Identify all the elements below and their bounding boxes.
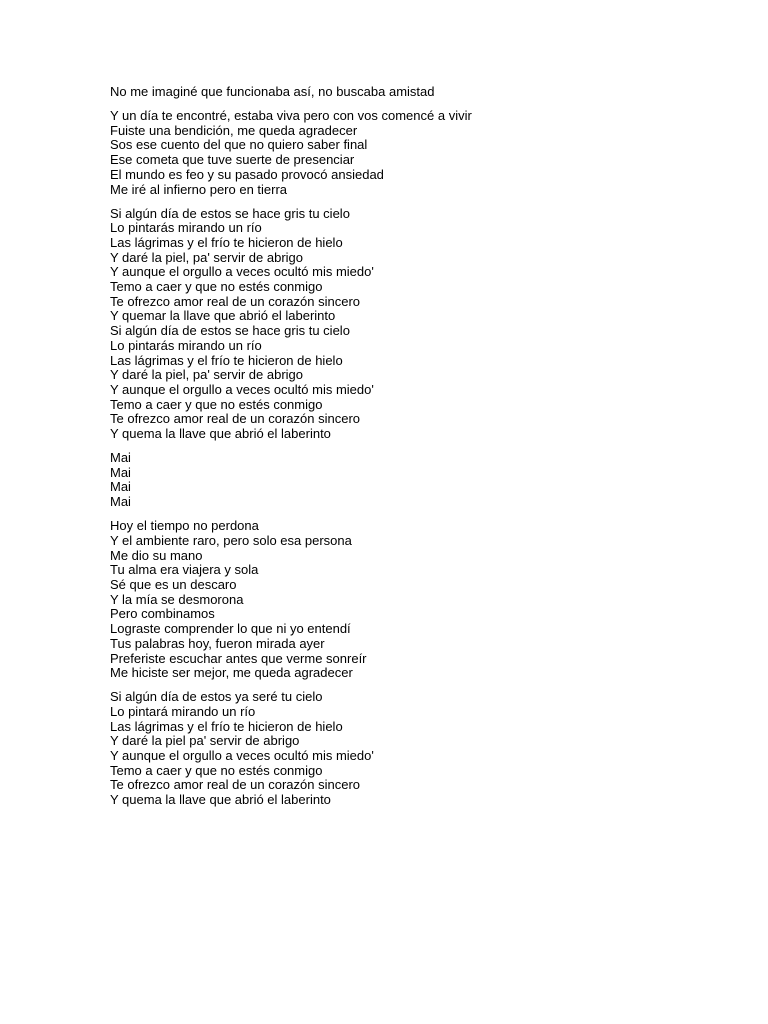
lyric-line: Pero combinamos bbox=[110, 606, 215, 622]
lyric-line: Lograste comprender lo que ni yo entendí bbox=[110, 621, 351, 637]
lyric-line: Las lágrimas y el frío te hicieron de hielo bbox=[110, 352, 343, 368]
lyric-line: Las lágrimas y el frío te hicieron de hielo bbox=[110, 234, 343, 250]
lyric-line: Lo pintará mirando un río bbox=[110, 703, 256, 719]
lyric-line: Temo a caer y que no estés conmigo bbox=[110, 396, 323, 412]
lyric-line: Te ofrezco amor real de un corazón sincero bbox=[110, 293, 361, 309]
lyric-line: Y quema la llave que abrió el laberinto bbox=[110, 426, 331, 442]
lyric-line: Me iré al infierno pero en tierra bbox=[110, 181, 288, 197]
lyric-line: Y daré la piel pa' servir de abrigo bbox=[110, 733, 300, 749]
lyric-line: Hoy el tiempo no perdona bbox=[110, 518, 259, 534]
lyric-line: Me dio su mano bbox=[110, 547, 203, 563]
lyric-line: Y daré la piel, pa' servir de abrigo bbox=[110, 249, 304, 265]
lyric-line: Tu alma era viajera y sola bbox=[110, 562, 259, 578]
lyric-line: Si algún día de estos se hace gris tu cielo bbox=[110, 205, 350, 221]
lyric-line: Fuiste una bendición, me queda agradecer bbox=[110, 122, 358, 138]
lyric-line: Tus palabras hoy, fueron mirada ayer bbox=[110, 635, 325, 651]
lyrics-text bbox=[110, 85, 730, 817]
lyric-line: Si algún día de estos se hace gris tu cielo bbox=[110, 323, 350, 339]
lyric-line: Te ofrezco amor real de un corazón sincero bbox=[110, 777, 361, 793]
lyric-line: Mai bbox=[110, 464, 131, 480]
lyric-line: Y un día te encontré, estaba viva pero con vos comencé a vivir bbox=[110, 108, 472, 123]
stanza bbox=[110, 690, 730, 808]
lyric-line: No me imaginé que funcionaba así, no buscaba amistad bbox=[110, 84, 435, 99]
lyric-line: Y quemar la llave que abrió el laberinto bbox=[110, 308, 336, 324]
lyric-line: Me hiciste ser mejor, me queda agradecer bbox=[110, 665, 353, 681]
lyric-line: Y el ambiente raro, pero solo esa persona bbox=[110, 532, 352, 548]
lyric-line: Lo pintarás mirando un río bbox=[110, 337, 262, 353]
lyric-line: Temo a caer y que no estés conmigo bbox=[110, 279, 323, 295]
lyric-line: Y daré la piel, pa' servir de abrigo bbox=[110, 367, 304, 383]
lyric-line: Lo pintarás mirando un río bbox=[110, 220, 262, 236]
lyric-line: Mai bbox=[110, 479, 131, 495]
stanza bbox=[110, 519, 730, 681]
lyric-line: Preferiste escuchar antes que verme sonreír bbox=[110, 650, 367, 666]
lyric-line: Y quema la llave que abrió el laberinto bbox=[110, 792, 331, 808]
lyric-line: Y aunque el orgullo a veces ocultó mis miedo' bbox=[110, 381, 374, 397]
lyric-line: Si algún día de estos ya seré tu cielo bbox=[110, 689, 323, 705]
lyric-line: Sos ese cuento del que no quiero saber final bbox=[110, 137, 368, 153]
lyric-line: Y aunque el orgullo a veces ocultó mis miedo' bbox=[110, 748, 374, 764]
lyric-line: Las lágrimas y el frío te hicieron de hielo bbox=[110, 718, 343, 734]
lyric-line: Mai bbox=[110, 450, 131, 466]
stanza bbox=[110, 207, 730, 442]
lyric-line: Y la mía se desmorona bbox=[110, 591, 244, 607]
lyric-line: Y aunque el orgullo a veces ocultó mis miedo' bbox=[110, 264, 374, 280]
lyric-line: Te ofrezco amor real de un corazón sincero bbox=[110, 411, 361, 427]
lyric-line: Sé que es un descaro bbox=[110, 576, 237, 592]
lyric-line: Mai bbox=[110, 494, 131, 510]
stanza bbox=[110, 85, 730, 100]
lyric-line: Ese cometa que tuve suerte de presenciar bbox=[110, 152, 355, 168]
lyric-line: Temo a caer y que no estés conmigo bbox=[110, 762, 323, 778]
stanza bbox=[110, 451, 730, 510]
lyric-line: El mundo es feo y su pasado provocó ansiedad bbox=[110, 166, 384, 182]
stanza bbox=[110, 109, 730, 197]
